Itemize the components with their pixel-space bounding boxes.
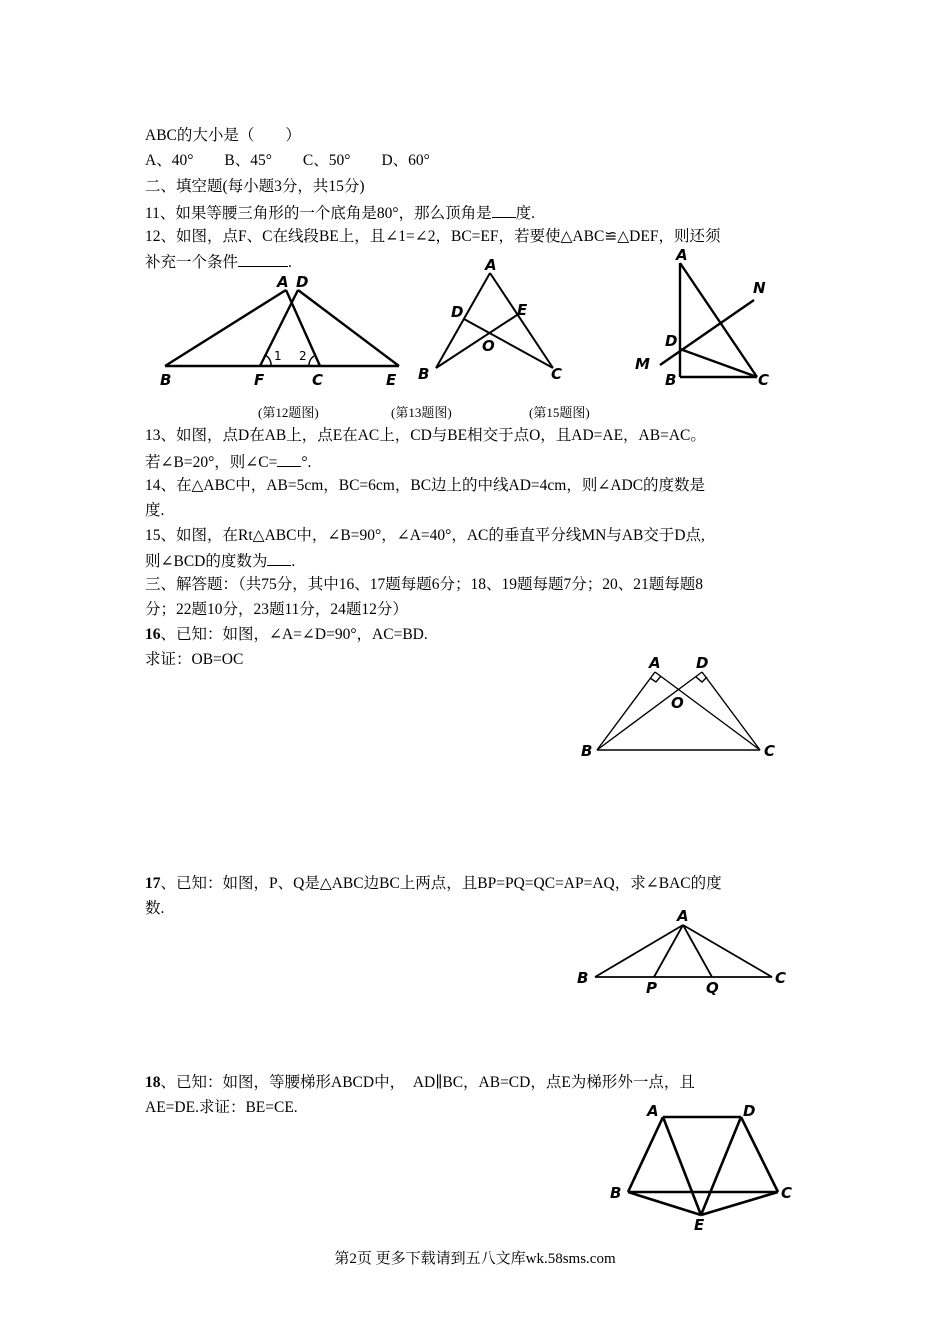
label-A: A bbox=[647, 1102, 659, 1120]
answer-blank bbox=[492, 202, 516, 218]
label-F: F bbox=[254, 371, 265, 389]
question-10-tail: ABC的大小是（ ） bbox=[145, 127, 301, 144]
figure-15 bbox=[630, 245, 780, 395]
label-Q: Q bbox=[706, 979, 719, 997]
label-B: B bbox=[418, 365, 430, 383]
question-15-line1: 15、如图，在Rt△ABC中，∠B=90°，∠A=40°，AC的垂直平分线MN与AB交于D点, bbox=[145, 527, 705, 544]
question-12-line2: 补充一个条件 . bbox=[145, 251, 292, 273]
label-O: O bbox=[671, 694, 684, 712]
figure-16 bbox=[575, 650, 790, 765]
answer-blank bbox=[238, 251, 288, 267]
label-E: E bbox=[517, 301, 528, 319]
figure-13 bbox=[410, 255, 580, 390]
figure-12 bbox=[150, 268, 420, 393]
label-E: E bbox=[694, 1216, 705, 1234]
question-11: 11、如果等腰三角形的一个底角是80°，那么顶角是 度. bbox=[145, 202, 535, 224]
label-A: A bbox=[277, 273, 289, 291]
label-D: D bbox=[451, 303, 464, 321]
question-18-line1: 18、已知：如图，等腰梯形ABCD中， AD∥BC，AB=CD，点E为梯形外一点，且 bbox=[145, 1074, 695, 1091]
label-B: B bbox=[577, 969, 589, 987]
caption-fig-12: (第12题图) bbox=[258, 405, 319, 420]
label-P: P bbox=[646, 979, 657, 997]
label-B: B bbox=[160, 371, 172, 389]
label-D: D bbox=[743, 1102, 756, 1120]
angle-2-label: 2 bbox=[299, 349, 307, 363]
question-17-line2: 数. bbox=[145, 900, 165, 917]
label-C: C bbox=[551, 365, 563, 383]
label-B: B bbox=[665, 371, 677, 389]
caption-fig-13: (第13题图) bbox=[391, 405, 452, 420]
question-15-line2: 则∠BCD的度数为 . bbox=[145, 550, 295, 572]
question-13-line1: 13、如图，点D在AB上，点E在AC上，CD与BE相交于点O，且AD=AE，AB=AC。 bbox=[145, 427, 706, 444]
label-A: A bbox=[676, 246, 688, 264]
label-D: D bbox=[665, 332, 678, 350]
question-10-options: A、40° B、45° C、50° D、60° bbox=[145, 152, 430, 169]
question-16-line1: 16、已知：如图，∠A=∠D=90°，AC=BD. bbox=[145, 626, 428, 643]
label-O: O bbox=[482, 337, 495, 355]
question-12-line1: 12、如图，点F、C在线段BE上，且∠1=∠2，BC=EF，若要使△ABC≌△DEF，则还须 bbox=[145, 228, 721, 245]
section-3-heading-line2: 分；22题10分，23题11分，24题12分） bbox=[145, 601, 408, 618]
section-3-heading-line1: 三、解答题：（共75分，其中16、17题每题6分；18、19题每题7分；20、21题每题8 bbox=[145, 576, 704, 593]
label-M: M bbox=[635, 355, 650, 373]
label-A: A bbox=[485, 256, 497, 274]
label-B: B bbox=[610, 1184, 622, 1202]
label-C: C bbox=[781, 1184, 793, 1202]
label-A: A bbox=[649, 654, 661, 672]
label-A: A bbox=[677, 907, 689, 925]
label-N: N bbox=[753, 279, 766, 297]
answer-blank bbox=[277, 451, 301, 467]
question-18-line2: AE=DE.求证：BE=CE. bbox=[145, 1099, 298, 1116]
question-13-line2: 若∠B=20°，则∠C= °. bbox=[145, 451, 311, 473]
question-14-line2: 度. bbox=[145, 502, 165, 519]
label-E: E bbox=[386, 371, 397, 389]
caption-fig-15: (第15题图) bbox=[529, 405, 590, 420]
label-C: C bbox=[764, 742, 776, 760]
label-C: C bbox=[775, 969, 787, 987]
label-D: D bbox=[296, 273, 309, 291]
page-footer: 第2页 更多下载请到五八文库wk.58sms.com bbox=[334, 1251, 616, 1267]
figure-17 bbox=[572, 905, 792, 1000]
question-16-line2: 求证：OB=OC bbox=[145, 651, 244, 668]
figure-18 bbox=[605, 1100, 805, 1235]
section-2-heading: 二、填空题(每小题3分，共15分) bbox=[145, 178, 365, 195]
label-D: D bbox=[696, 654, 709, 672]
question-17-line1: 17、已知：如图，P、Q是△ABC边BC上两点，且BP=PQ=QC=AP=AQ，求∠BAC的度 bbox=[145, 875, 722, 892]
label-C: C bbox=[312, 371, 324, 389]
label-B: B bbox=[581, 742, 593, 760]
label-C: C bbox=[758, 371, 770, 389]
angle-1-label: 1 bbox=[274, 349, 282, 363]
answer-blank bbox=[267, 550, 291, 566]
question-14-line1: 14、在△ABC中，AB=5cm，BC=6cm，BC边上的中线AD=4cm，则∠ADC的度数是 bbox=[145, 477, 706, 494]
